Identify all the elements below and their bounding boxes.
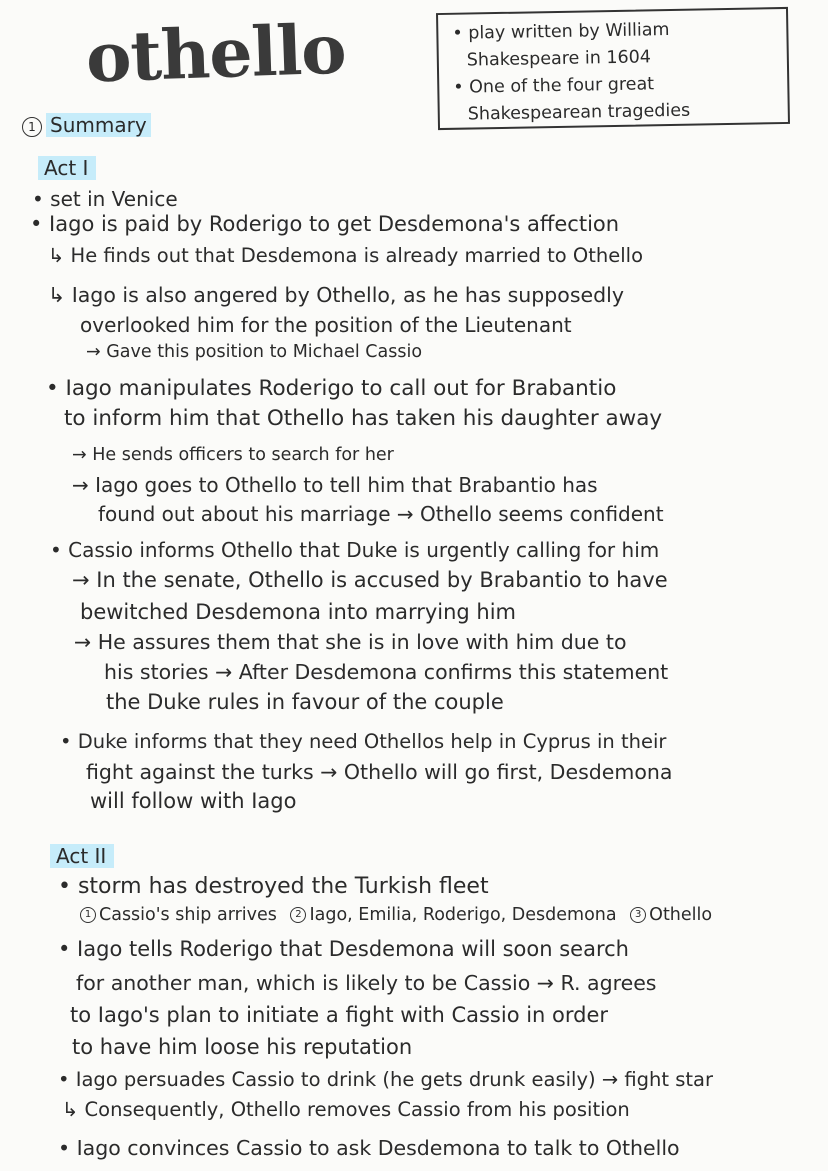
note-line: found out about his marriage → Othello seems confident bbox=[98, 502, 664, 526]
info-box bbox=[436, 7, 790, 130]
note-line: • Duke informs that they need Othellos help in Cyprus in their bbox=[60, 730, 667, 753]
arrival-text: Cassio's ship arrives bbox=[99, 905, 277, 925]
note-line: for another man, which is likely to be Cassio → R. agrees bbox=[76, 971, 657, 995]
summary-heading bbox=[22, 113, 151, 137]
note-line: • Iago tells Roderigo that Desdemona will soon search bbox=[58, 937, 629, 961]
act-heading: Act I bbox=[38, 156, 96, 180]
arrivals-line bbox=[80, 905, 712, 925]
note-line: → He assures them that she is in love with him due to bbox=[74, 630, 627, 654]
note-line: the Duke rules in favour of the couple bbox=[106, 690, 504, 714]
arrival-number: 1 bbox=[80, 907, 96, 923]
note-line: to Iago's plan to initiate a fight with Cassio in order bbox=[70, 1003, 609, 1027]
note-line: will follow with Iago bbox=[90, 789, 297, 813]
note-line: → Iago goes to Othello to tell him that Brabantio has bbox=[72, 473, 598, 497]
note-line: to have him loose his reputation bbox=[72, 1035, 413, 1059]
act-heading: Act II bbox=[50, 844, 114, 868]
info-line: • One of the four great bbox=[453, 74, 655, 98]
note-line: bewitched Desdemona into marrying him bbox=[80, 600, 517, 624]
arrival-text: Othello bbox=[649, 905, 713, 925]
note-line: → In the senate, Othello is accused by Brabantio to have bbox=[72, 568, 668, 592]
note-line: • Iago is paid by Roderigo to get Desdemona's affection bbox=[30, 212, 620, 236]
note-line: ↳ Iago is also angered by Othello, as he has supposedly bbox=[48, 283, 624, 307]
note-line: → He sends officers to search for her bbox=[72, 445, 394, 465]
note-line: • storm has destroyed the Turkish fleet bbox=[58, 874, 489, 899]
arrival-number: 2 bbox=[290, 907, 306, 923]
note-line: • Cassio informs Othello that Duke is urgently calling for him bbox=[50, 538, 660, 562]
summary-label: Summary bbox=[46, 113, 151, 137]
note-line: ↳ Consequently, Othello removes Cassio from his position bbox=[62, 1098, 630, 1121]
arrival-number: 3 bbox=[630, 907, 646, 923]
note-line: fight against the turks → Othello will go first, Desdemona bbox=[86, 760, 673, 784]
note-line: • Iago convinces Cassio to ask Desdemona to talk to Othello bbox=[58, 1136, 680, 1160]
note-line: • Iago manipulates Roderigo to call out for Brabantio bbox=[46, 376, 617, 401]
note-line: ↳ He finds out that Desdemona is already married to Othello bbox=[48, 244, 643, 267]
info-line: • play written by William bbox=[452, 20, 670, 44]
note-line: to inform him that Othello has taken his daughter away bbox=[64, 406, 663, 431]
info-line: Shakespearean tragedies bbox=[467, 100, 691, 125]
note-line: his stories → After Desdemona confirms this statement bbox=[104, 660, 669, 684]
arrival-text: Iago, Emilia, Roderigo, Desdemona bbox=[309, 905, 617, 925]
page-title: othello bbox=[84, 9, 347, 99]
info-line: Shakespeare in 1604 bbox=[466, 47, 652, 71]
note-line: • set in Venice bbox=[32, 187, 178, 211]
note-line: • Iago persuades Cassio to drink (he gets drunk easily) → fight star bbox=[58, 1068, 713, 1091]
note-line: → Gave this position to Michael Cassio bbox=[86, 342, 423, 362]
note-line: overlooked him for the position of the Lieutenant bbox=[80, 313, 572, 337]
section-number: 1 bbox=[22, 117, 42, 137]
